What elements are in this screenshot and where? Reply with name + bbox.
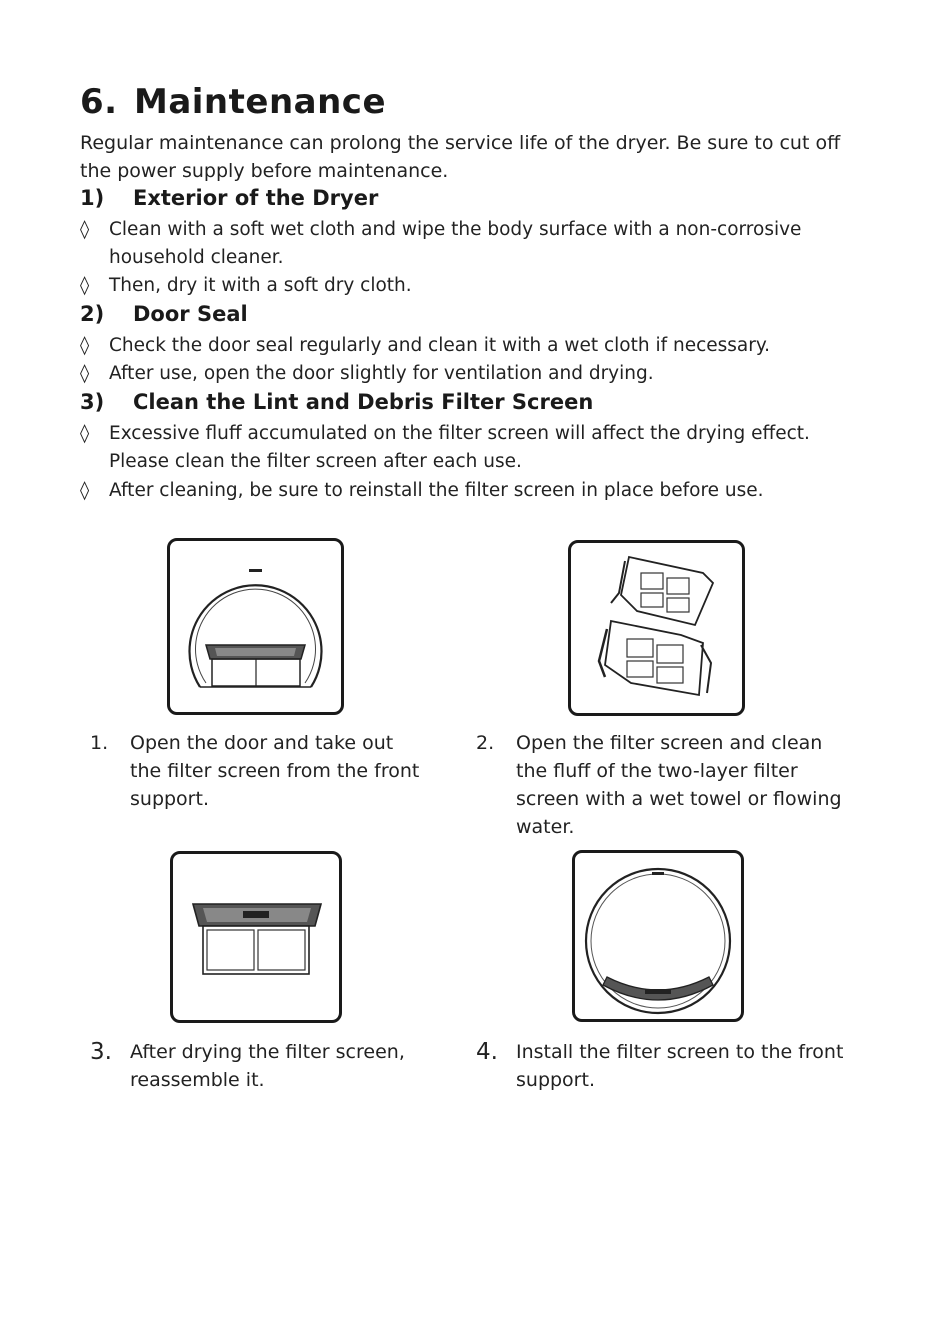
illustration-door-filter-installed xyxy=(167,538,344,715)
page-title xyxy=(80,82,386,122)
illustration-filter-opened xyxy=(568,540,745,716)
diamond-bullet-icon: ◊ xyxy=(80,335,90,356)
bullet-item: ◊ Clean with a soft wet cloth and wipe the body surface with a non-corrosive household cleaner. xyxy=(80,216,850,272)
step-caption-1: 1. Open the door and take out the filter screen from the front support. xyxy=(90,732,420,810)
open-filter-icon xyxy=(571,543,742,713)
subsection-heading-door-seal: 2) Door Seal xyxy=(80,302,248,326)
diamond-bullet-icon: ◊ xyxy=(80,219,90,240)
filter-assembly-icon xyxy=(173,854,339,1020)
diamond-bullet-icon: ◊ xyxy=(80,423,90,444)
step-caption-2: 2. Open the filter screen and clean the fluff of the two-layer filter screen with a wet towel or flowing water. xyxy=(476,732,842,838)
step-caption-3: 3. After drying the filter screen, reassemble it. xyxy=(90,1039,405,1091)
diamond-bullet-icon: ◊ xyxy=(80,363,90,384)
illustration-filter-reassembled xyxy=(170,851,342,1023)
bullet-item: ◊ Excessive fluff accumulated on the filter screen will affect the drying effect. Please clean the filter screen after each use. xyxy=(80,420,850,476)
bullet-item: ◊ Check the door seal regularly and clean it with a wet cloth if necessary. xyxy=(80,332,850,360)
step-caption-4: 4. Install the filter screen to the front support. xyxy=(476,1039,844,1091)
bullet-item: ◊ Then, dry it with a soft dry cloth. xyxy=(80,272,850,300)
section-title: Maintenance xyxy=(134,82,387,122)
section-number: 6. xyxy=(80,82,118,122)
door-ring-icon xyxy=(170,541,341,712)
diamond-bullet-icon: ◊ xyxy=(80,275,90,296)
illustration-filter-installed-front xyxy=(572,850,744,1022)
subsection-heading-exterior: 1) Exterior of the Dryer xyxy=(80,186,379,210)
subsection-heading-filter: 3) Clean the Lint and Debris Filter Screen xyxy=(80,390,594,414)
bullet-item: ◊ After cleaning, be sure to reinstall the filter screen in place before use. xyxy=(80,477,850,505)
intro-paragraph: Regular maintenance can prolong the service life of the dryer. Be sure to cut off the power supply before maintenance. xyxy=(80,132,841,182)
door-ring-installed-icon xyxy=(575,853,741,1019)
diamond-bullet-icon: ◊ xyxy=(80,480,90,501)
bullet-item: ◊ After use, open the door slightly for ventilation and drying. xyxy=(80,360,850,388)
